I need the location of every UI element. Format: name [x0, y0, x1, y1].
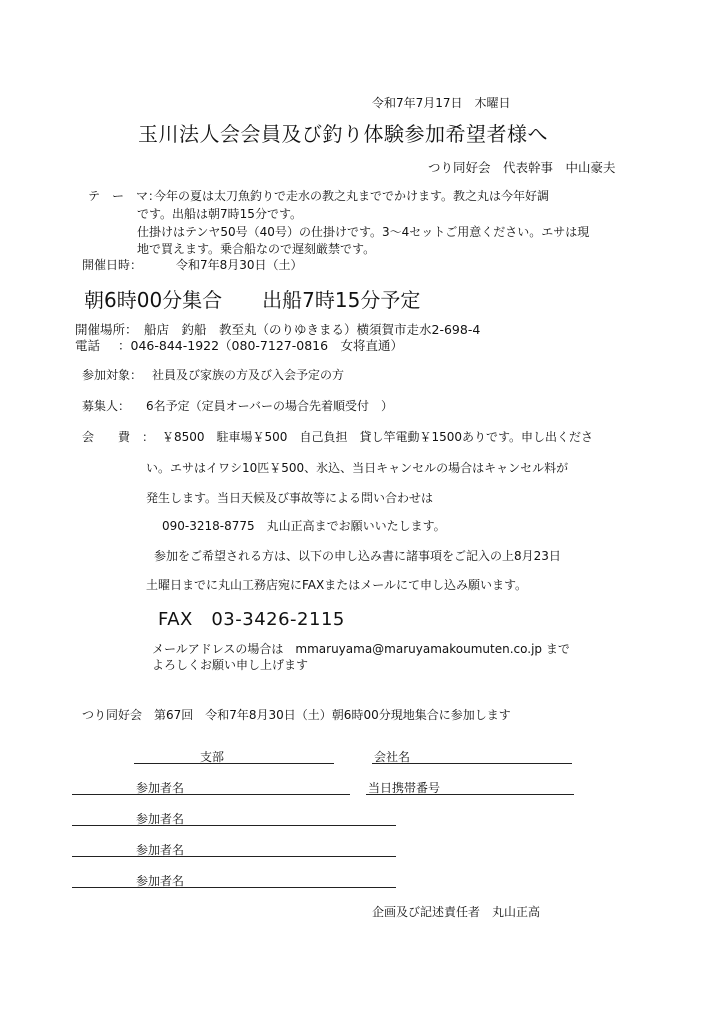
mobile-label: 当日携帯番号: [368, 781, 441, 795]
participant-label-3: 参加者名: [136, 843, 185, 857]
target-value: 社員及び家族の方及び入会予定の方: [152, 368, 345, 382]
participant-line-4[interactable]: [72, 887, 396, 888]
target-label: 参加対象：: [82, 368, 143, 382]
event-date-value: 令和7年8月30日（土）: [176, 258, 303, 272]
theme-line-3: 仕掛けはテンヤ50号（40号）の仕掛けです。3～4セットご用意ください。エサは現: [137, 225, 590, 239]
participant-line-3[interactable]: [72, 856, 396, 857]
phone-value: ：046-844-1922（080-7127-0816 女将直通）: [118, 338, 404, 353]
fee-line-4: 090-3218-8775 丸山正高までお願いいたします。: [162, 519, 446, 533]
fax-number: FAX 03-3426-2115: [158, 609, 345, 630]
recruit-label: 募集人：: [82, 399, 131, 413]
fee-line-3: 発生します。当日天候及び事故等による問い合わせは: [146, 491, 434, 505]
theme-line-4: 地で買えます。乗合船なので遅刻厳禁です。: [137, 242, 376, 256]
venue-value: 船店 釣船 教至丸（のりゆきまる）横須賀市走水2-698-4: [144, 322, 481, 337]
form-header: つり同好会 第67回 令和7年8月30日（土）朝6時00分現地集合に参加します: [82, 708, 511, 722]
fee-label: 会 費 ：: [82, 430, 155, 444]
branch-label: 支部: [200, 750, 225, 764]
participant-line-2[interactable]: [72, 825, 396, 826]
event-date-label: 開催日時：: [82, 258, 143, 272]
participant-line-1[interactable]: [72, 794, 350, 795]
meeting-time: 朝6時00分集合 出船7時15分予定: [84, 288, 421, 312]
recruit-value: 6名予定（定員オーバーの場合先着順受付 ）: [146, 399, 394, 413]
fee-line-2: い。エサはイワシ10匹￥500、氷込、当日キャンセルの場合はキャンセル料が: [146, 461, 569, 475]
responsible-person: 企画及び記述責任者 丸山正高: [372, 905, 541, 919]
email-line-1: メールアドレスの場合は mmaruyama@maruyamakoumuten.co.jp まで: [152, 642, 570, 656]
company-label: 会社名: [374, 750, 411, 764]
theme-label: テ ー マ：: [88, 189, 161, 203]
fee-line-1: ￥8500 駐車場￥500 自己負担 貸し竿電動￥1500ありです。申し出くださ: [162, 430, 594, 444]
branch-line[interactable]: [134, 763, 334, 764]
email-line-2: よろしくお願い申し上げます: [152, 658, 309, 672]
participant-label-1: 参加者名: [136, 781, 185, 795]
participant-label-4: 参加者名: [136, 874, 185, 888]
participant-label-2: 参加者名: [136, 812, 185, 826]
theme-line-1: 今年の夏は太刀魚釣りで走水の教之丸まででかけます。教之丸は今年好調: [154, 189, 550, 203]
venue-label: 開催場所：: [75, 322, 138, 337]
document-title: 玉川法人会会員及び釣り体験参加希望者様へ: [138, 122, 548, 146]
apply-line-2: 土曜日までに丸山工務店宛にFAXまたはメールにて申し込み願います。: [146, 578, 528, 592]
phone-label: 電話: [75, 338, 101, 353]
document-date: 令和7年7月17日 木曜日: [372, 96, 511, 110]
organizer: つり同好会 代表幹事 中山豪夫: [428, 160, 616, 175]
theme-line-2: です。出船は朝7時15分です。: [137, 207, 302, 221]
apply-line-1: 参加をご希望される方は、以下の申し込み書に諸事項をご記入の上8月23日: [154, 549, 561, 563]
